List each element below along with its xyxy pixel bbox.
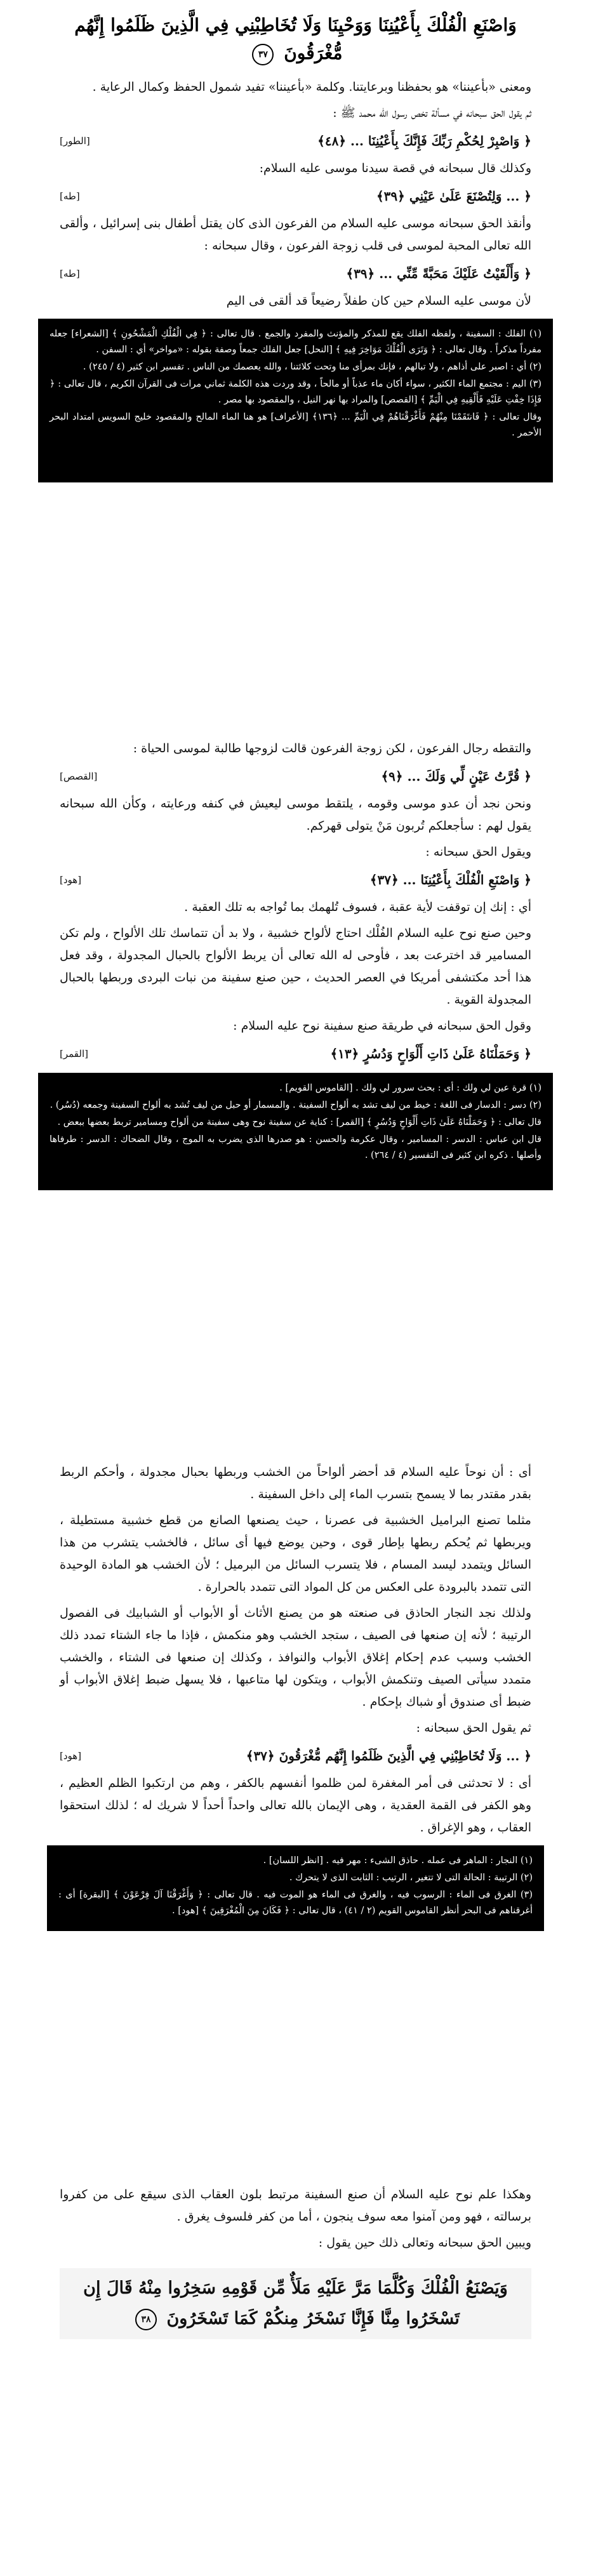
paragraph: وأنقذ الحق سبحانه موسى عليه السلام من الفرعون الذى كان يقتل أطفال بنى إسرائيل ، وألقى الله تعالى المحبة لموسى فى قلب زوجة الفرعون ، وقال سبحانه : [60,216,531,253]
quote-source: [القصص] [60,771,98,782]
verse-text: وَاصْنَعِ الْفُلْكَ بِأَعْيُنِنَا وَوَحْيِنَا وَلَا تُخَاطِبْنِي فِي الَّذِينَ ظَلَمُوا إِنَّهُم مُّغْرَقُونَ [74,15,517,63]
paragraph: ويبين الحق سبحانه وتعالى ذلك حين يقول : [318,2236,531,2250]
quote-source: [القمر] [60,1048,88,1059]
quran-quote [60,867,531,893]
quran-quote [60,261,531,286]
footnotes [38,1073,553,1190]
quote-text: ﴿ وَأَلْقَيْتُ عَلَيْكَ مَحَبَّةً مِّنِّي ... ﴿٣٩﴾ [346,266,531,281]
paragraph: وكذلك قال سبحانه في قصة سيدنا موسى عليه السلام: [259,161,531,175]
quote-text: ﴿ وَاصْبِرْ لِحُكْمِ رَبِّكَ فَإِنَّكَ بِأَعْيُنِنَا ... ﴿٤٨﴾ [317,133,531,149]
quote-text: ﴿ قُرَّتُ عَيْنٍ لِّي وَلَكَ ... ﴿٩﴾ [381,769,531,784]
paragraph: أى : أن نوحاً عليه السلام قد أحضر ألواحاً من الخشب وربطها بحبال مجدولة ، وأحكم الربط بقدر مقتدر بما لا يسمح بتسرب الماء إلى داخل السفينة . [60,1465,531,1501]
footnote: (١) الفلك : السفينة ، ولفظه الفلك يقع للمذكر والمؤنث والمفرد والجمع . قال تعالى : ﴿ فِي الْفُلْكِ الْمَشْحُونِ ﴾ [الشعراء] جعله مفرداً مذكراً . وقال تعالى : ﴿ وَتَرَى الْفُلْكَ مَوَاخِرَ فِيهِ ﴾ [النحل] جعل الفلك جمعاً وصفة بقوله : «مواخر» أي : السفن . [50,329,541,355]
footnote: (٢) أي : اصبر على أذاهم ، ولا تبالهم ، فإنك بمرأى منا وتحت كلائتنا ، والله يعصمك من الناس . تفسير ابن كثير (٤ / ٢٤٥) . [83,362,541,372]
quran-quote [60,764,531,789]
footnote: (٣) الغرق فى الماء : الرسوب فيه ، والغرق فى الماء هو الموت فيه . قال تعالى : ﴿ وَأَغْرَقْنَا آلَ فِرْعَوْنَ ﴾ [البقرة] أى : أغرقناهم فى البحر أنظر القاموس القويم (٢ / ٤١) ، قال تعالى : ﴿ فَكَانَ مِنَ الْمُغْرَقِينَ ﴾ [هود] . [58,1890,533,1916]
footnote: قال ابن عباس : الدسر : المسامير ، وقال عكرمة والحسن : هو صدرها الذى يضرب به الموج ، وقال الضحاك : الدسر : طرفاها وأصلها . ذكره ابن كثير فى التفسير (٤ / ٢٦٤) . [50,1134,541,1160]
paragraph: والتقطه رجال الفرعون ، لكن زوجة الفرعون قالت لزوجها طالبة لموسى الحياة : [133,741,531,755]
quote-text: ﴿ وَحَمَلْنَاهُ عَلَىٰ ذَاتِ أَلْوَاحٍ وَدُسُرٍ ﴿١٣﴾ [330,1046,531,1061]
footnote: (١) قرة عين لي ولك : أى : بحث سرور لي ولك . [القاموس القويم] . [279,1083,541,1093]
quote-text: ﴿ ... وَلَا تُخَاطِبْنِي فِي الَّذِينَ ظَلَمُوا إِنَّهُم مُّغْرَقُونَ ﴿٣٧﴾ [246,1748,531,1763]
footnote: (٣) اليم : مجتمع الماء الكثير ، سواء أكان ماء عذباً أو مالحاً ، وقد وردت هذه الكلمة ثماني مرات فى القرآن الكريم ، قال تعالى : ﴿ فَإِذَا خِفْتِ عَلَيْهِ فَأَلْقِيهِ فِي الْيَمِّ ﴾ [القصص] والمراد بها نهر النيل ، والمقصود بها مصر . [50,379,541,405]
paragraph: ولذلك نجد النجار الحاذق فى صنعته هو من يصنع الأثاث أو الأبواب أو الشبابيك فى الفصول الرتيبة ؛ لأنه إن صنعها فى الصيف ، ستجد الخشب وهو منكمش ، فإذا ما جاء الشتاء تمدد ذلك الخشب وسبب عدم إحكام إغلاق الأبواب والنوافذ ، وكذلك إن صنعها فى الشتاء ، والخشب متمدد سيأتى الصيف وتنكمش الأبواب ، ويتكون لها متاعبها ، فلا يسهل ضبط إغلاق الأبواب أو ضبط أى صندوق أو شباك بإحكام . [60,1606,531,1709]
paragraph: مثلما تصنع البراميل الخشبية فى عصرنا ، حيث يصنعها الصانع من قطع خشبية مستطيلة ، ويربطها ثم يُحكم ربطها بإطار قوى ، وحين يوضع فيها أى سائل ، فالخشب يتشرب من هذا السائل ويتمدد ليسد المسام ، فلا يتسرب السائل من البرميل ؛ لأن الخشب هو المادة الوحيدة التى تتمدد بالبرودة على العكس من كل المواد التى تتمدد بالحرارة . [60,1513,531,1594]
page-2 [38,724,553,1416]
quran-quote [60,1041,531,1066]
paragraph: وهكذا علم نوح عليه السلام أن صنع السفينة مرتبط بلون العقاب الذى سيقع على من كفروا برسالته ، فهو ومن آمنوا معه سوف ينجون ، أما من كفر فلسوف يغرق . [60,2188,531,2224]
footnote: (٢) الرتيبة : الحالة التى لا تتغير ، الرتيب : الثابت الذى لا يتحرك . [289,1873,533,1883]
verse-number: ٣٧ [252,44,274,65]
quran-quote [60,128,531,154]
paragraph: وقول الحق سبحانه في طريقة صنع سفينة نوح عليه السلام : [233,1019,531,1033]
page-1 [38,0,553,692]
quote-source: [طه] [60,190,80,202]
footnote: وقال تعالى : ﴿ فَانتَقَمْنَا مِنْهُمْ فَأَغْرَقْنَاهُمْ فِي الْيَمِّ ... ﴿١٣٦﴾ [الأعراف] هو هنا الماء المالح والمقصود خليج السويس امتداد البحر الأحمر . [50,412,541,438]
paragraph: ومعنى «بأعيننا» هو بحفظنا وبرعايتنا. وكلمة «بأعيننا» تفيد شمول الحفظ وكمال الرعاية . [92,80,531,94]
paragraph: أى : لا تحدثنى فى أمر المغفرة لمن ظلموا أنفسهم بالكفر ، وهم من ارتكبوا الظلم العظيم ، وهو الكفر فى القمة العقدية ، وهى الإيمان بالله تعالى واحداً أحداً لا شريك له ؛ لذلك استحقوا العقاب ، وهو الإغراق . [60,1776,531,1835]
verse-text: وَيَصْنَعُ الْفُلْكَ وَكُلَّمَا مَرَّ عَلَيْهِ مَلَأٌ مِّن قَوْمِهِ سَخِرُوا مِنْهُ قَالَ إِن تَسْخَرُوا مِنَّا فَإِنَّا نَسْخَرُ مِنكُمْ كَمَا تَسْخَرُونَ [83,2278,508,2328]
paragraph: ثم يقول الحق سبحانه في مسألة تخص رسول الله محمد ﷺ : [333,106,531,120]
paragraph: لأن موسى عليه السلام حين كان طفلاً رضيعاً قد ألقى فى اليم [226,294,531,308]
page-3 [38,1447,553,2139]
verse-heading [60,11,531,67]
footnote: قال تعالى : ﴿ وَحَمَلْنَاهُ عَلَىٰ ذَاتِ أَلْوَاحٍ وَدُسُرٍ ﴾ [القمر] : كناية عن سفينة نوح وهى سفينة من ألواح ومسامير تربط بعضها ببعض . [57,1117,541,1127]
quote-text: ﴿ ... وَلِتُصْنَعَ عَلَىٰ عَيْنِي ﴿٣٩﴾ [376,189,531,204]
paragraph: ونحن نجد أن عدو موسى وقومه ، يلتقط موسى ليعيش في كنفه ورعايته ، وكأن الله سبحانه يقول لهم : سأجعلكم تُربون مَنْ يتولى قهركم. [60,797,531,833]
paragraph: وحين صنع نوح عليه السلام الفُلْك احتاج لألواح خشبية ، ولا بد أن تتماسك تلك الألواح ، ولم تكن المسامير قد اخترعت بعد ، فأوحى له الله تعالى أن يربط الألواح بالحبال المجدولة ، وقد فعل هذا أحد مكتشفى أمريكا في العصر الحديث ، حين صنع سفينة من نبات البردى وربطها بالحبال المجدولة القوية . [60,926,531,1007]
verse-number: ٣٨ [135,2309,157,2330]
footnotes [38,319,553,482]
verse-heading [60,2268,531,2339]
quote-source: [طه] [60,268,80,279]
footnotes [47,1845,544,1931]
quote-source: [الطور] [60,135,90,147]
quran-quote [60,183,531,209]
quote-source: [هود] [60,874,82,886]
paragraph: أي : إنك إن توقفت لأية عقبة ، فسوف تُلهمك بما تُواجه به تلك العقبة . [184,900,531,914]
paragraph: ثم يقول الحق سبحانه : [416,1721,531,1735]
quran-quote [60,1743,531,1769]
footnote: (١) النجار : الماهر فى عمله . حاذق الشىء : مهر فيه . [انظر اللسان] . [263,1856,533,1866]
page-4 [38,2171,553,2576]
footnote: (٢) دسر : الدسار فى اللغة : خيط من ليف تشد به ألواح السفينة . والمسمار أو حبل من ليف تُشد به ألواح السفينة وجمعه (دُسُر) . [50,1100,541,1110]
quote-source: [هود] [60,1750,82,1762]
paragraph: ويقول الحق سبحانه : [425,845,531,859]
quote-text: ﴿ وَاصْنَعِ الْفُلْكَ بِأَعْيُنِنَا ... ﴿٣٧﴾ [369,872,531,887]
